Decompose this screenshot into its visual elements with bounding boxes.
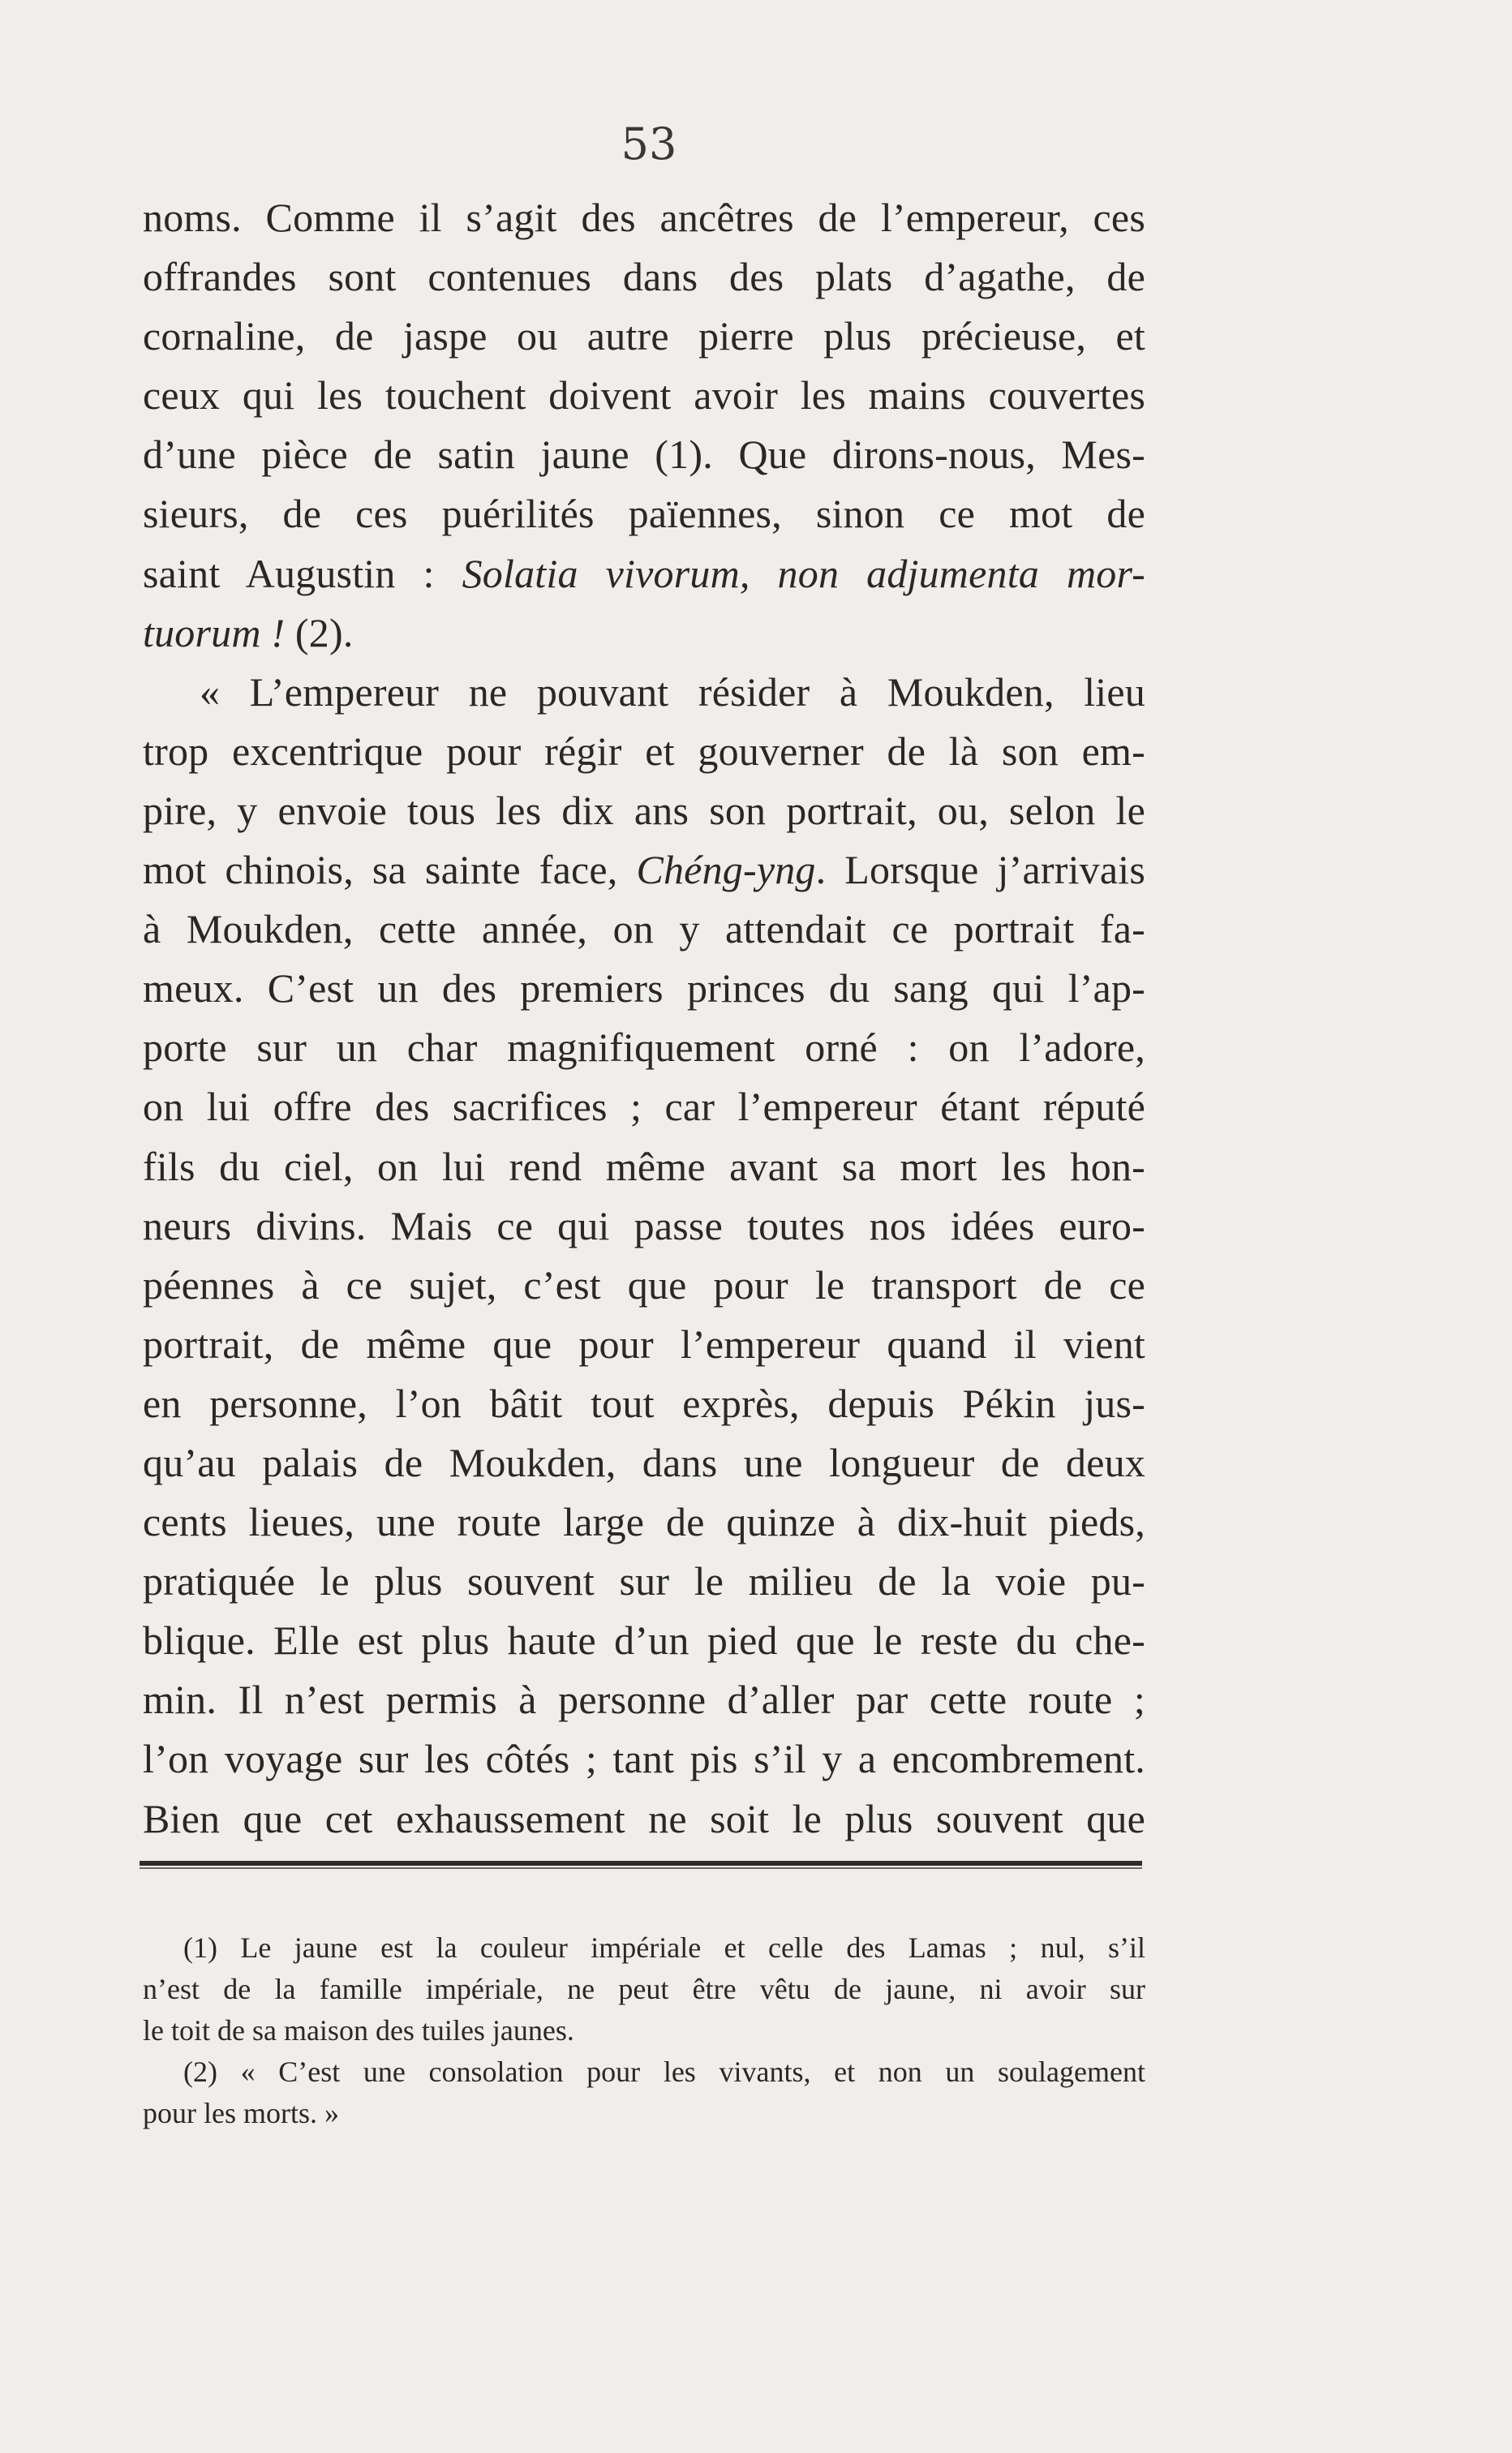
text-segment: (2). — [285, 609, 354, 655]
text-line: qu’au palais de Moukden, dans une longueur de deux — [143, 1439, 1145, 1485]
text-line: pire, y envoie tous les dix ans son portrait, ou, selon le — [143, 787, 1145, 833]
text-segment: . Lorsque j’arrivais — [815, 847, 1145, 893]
text-line: trop excentrique pour régir et gouverner de là son em- — [143, 728, 1145, 774]
text-line: on lui offre des sacrifices ; car l’empereur étant réputé — [143, 1084, 1145, 1130]
footnote-rule — [140, 1861, 1142, 1866]
footnote-line: (2) « C’est une consolation pour les vivants, et non un soulagement — [183, 2056, 1145, 2088]
text-line: meux. C’est un des premiers princes du sang qui l’ap- — [143, 965, 1145, 1012]
text-line: à Moukden, cette année, on y attendait ce portrait fa- — [143, 906, 1145, 952]
italic-text: Chéng-yng — [636, 847, 816, 893]
text-line — [143, 604, 1145, 663]
text-line: sieurs, de ces puérilités païennes, sinon ce mot de — [143, 491, 1145, 537]
text-line: cornaline, de jaspe ou autre pierre plus précieuse, et — [143, 313, 1145, 359]
text-line: min. Il n’est permis à personne d’aller par cette route ; — [143, 1677, 1145, 1723]
footnote-line: pour les morts. » — [143, 2097, 339, 2129]
text-line: noms. Comme il s’agit des ancêtres de l’empereur, ces — [143, 195, 1145, 240]
text-line: porte sur un char magnifiquement orné : on l’adore, — [143, 1025, 1145, 1071]
text-line: péennes à ce sujet, c’est que pour le transport de ce — [143, 1261, 1145, 1308]
text-line: cents lieues, une route large de quinze à dix-huit pieds, — [143, 1499, 1145, 1545]
text-segment: saint Augustin : — [143, 550, 462, 596]
text-line: portrait, de même que pour l’empereur quand il vient — [143, 1321, 1145, 1367]
text-line: l’on voyage sur les côtés ; tant pis s’il y a encombrement. — [143, 1736, 1145, 1782]
text-line — [143, 840, 1145, 900]
footnotes — [143, 1927, 1145, 2134]
text-line: offrandes sont contenues dans des plats d’agathe, de — [143, 254, 1145, 300]
footnote-line: n’est de la famille impériale, ne peut être vêtu de jaune, ni avoir sur — [143, 1973, 1145, 2005]
text-line: ceux qui les touchent doivent avoir les mains couvertes — [143, 372, 1145, 419]
text-line: Bien que cet exhaussement ne soit le plus souvent que — [143, 1795, 1145, 1841]
italic-text: Solatia vivorum, non adjumenta mor- — [462, 550, 1145, 596]
text-line — [143, 544, 1145, 604]
footnote-line: (1) Le jaune est la couleur impériale et celle des Lamas ; nul, s’il — [183, 1931, 1145, 1964]
text-line: pratiquée le plus souvent sur le milieu de la voie pu- — [143, 1558, 1145, 1605]
text-segment: mot chinois, sa sainte face, — [143, 847, 637, 893]
text-line: « L’empereur ne pouvant résider à Moukden, lieu — [200, 668, 1145, 715]
text-line: en personne, l’on bâtit tout exprès, depuis Pékin jus- — [143, 1380, 1145, 1426]
footnote-line: le toit de sa maison des tuiles jaunes. — [143, 2014, 574, 2047]
page-number: 53 — [621, 118, 677, 170]
text-line: blique. Elle est plus haute d’un pied que le reste du che- — [143, 1617, 1145, 1664]
footnote-rule-thin — [140, 1867, 1142, 1869]
text-line: neurs divins. Mais ce qui passe toutes nos idées euro- — [143, 1202, 1145, 1248]
italic-text: tuorum ! — [143, 609, 286, 655]
text-line: d’une pièce de satin jaune (1). Que dirons-nous, Mes- — [143, 432, 1145, 478]
text-line: fils du ciel, on lui rend même avant sa mort les hon- — [143, 1143, 1145, 1189]
body-text — [143, 188, 1145, 1849]
